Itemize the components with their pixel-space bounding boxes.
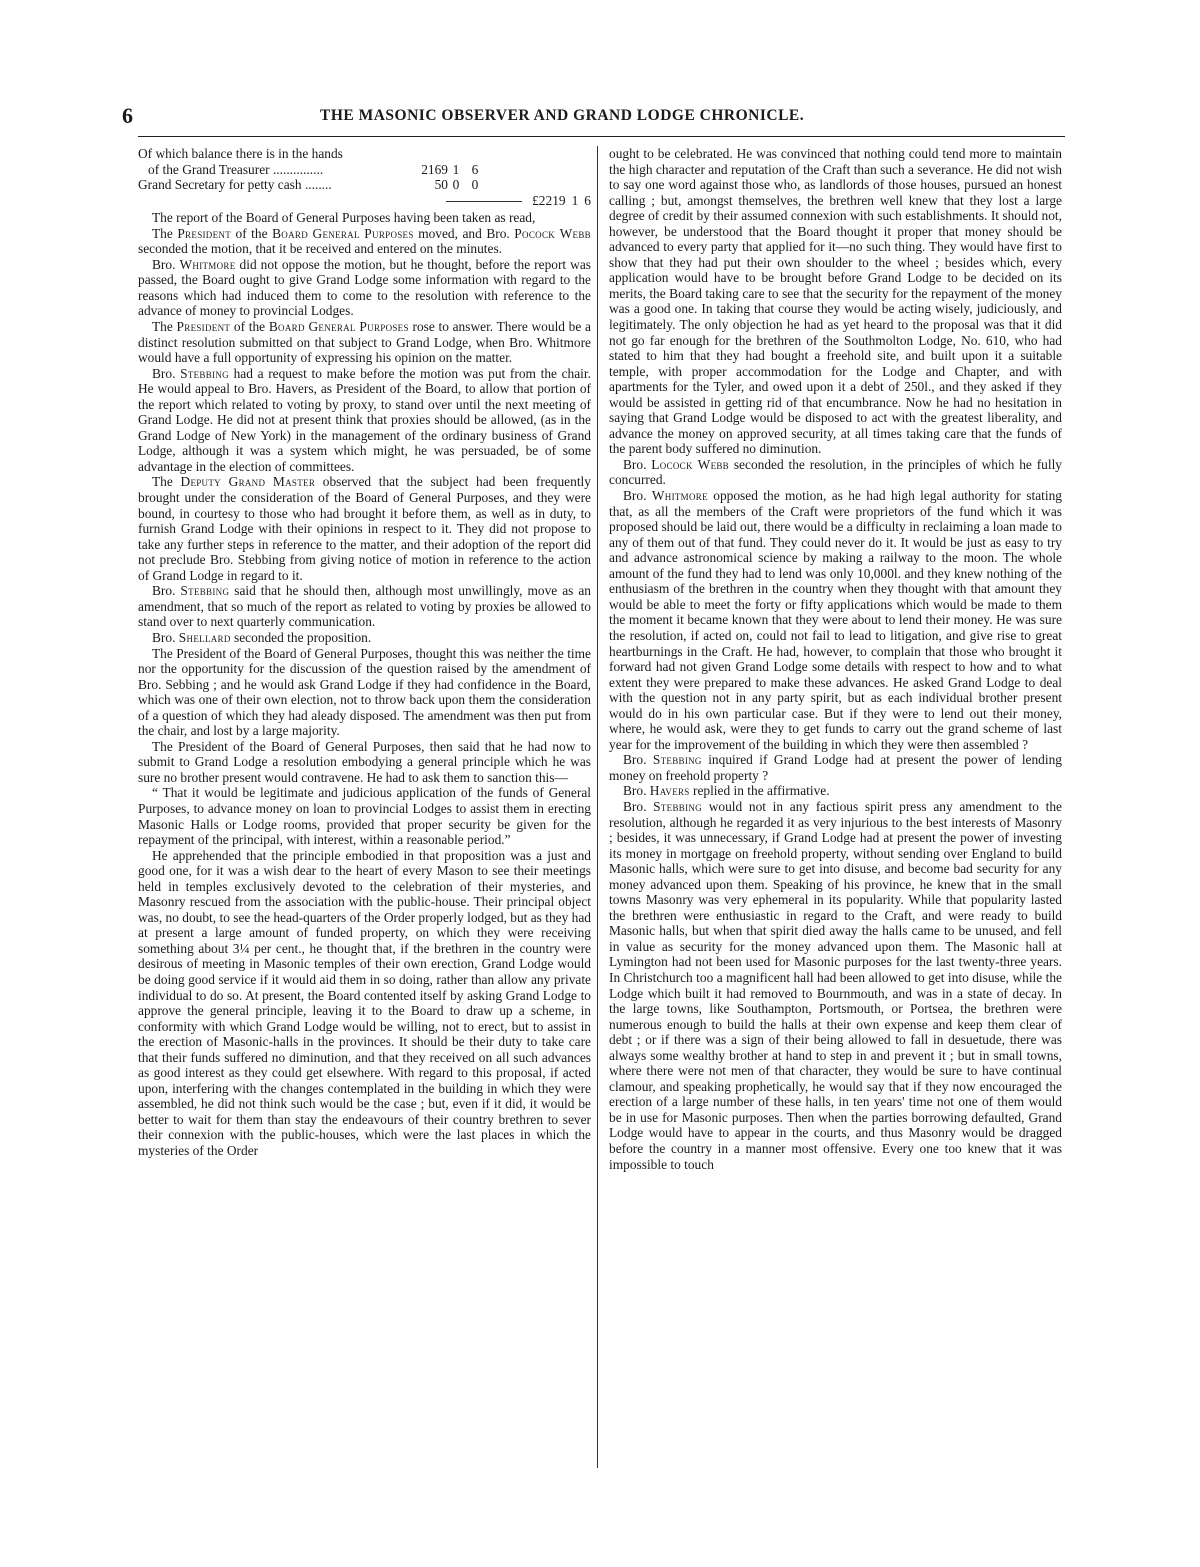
resolution-quote: “ That it would be legitimate and judicious application of the funds of General Purposes, to advance money on loan to provincial Lodges to assist them in erecting Masonic Halls or Lodge rooms, provided that proper security be given for the repayment of the principal, with interest, within a reasonable period.” [138, 785, 591, 848]
finance-row [138, 162, 591, 178]
finance-pounds: 2169 [421, 161, 448, 177]
paragraph: The President of the Board General Purposes moved, and Bro. Pocock Webb seconded the motion, that it be received and entered on the minutes. [138, 225, 591, 257]
paragraph: Bro. Whitmore opposed the motion, as he had high legal authority for stating that, as all the members of the Craft were proprietors of the fund which it was proposed should be laid out, there would be a difficulty in reclaiming a loan made to any of them out of that fund. They could never do it. It would be just as easy to try and advance astronomical science by making a railway to the moon. The whole amount of the fund they had to lend was only 10,000l. and they knew nothing of the enthusiasm of the brethren in the country when they thought with that amount they would be able to meet the forty or fifty applications which would be made to them the moment it became known that they were about to lend their money. He was sure the resolution, if acted on, could not fail to lead to litigation, and give rise to great heartburnings in the Craft. He had, however, to complain that those who brought it forward had not given Grand Lodge some details with respect to how and to what extent they were prepared to make these advances. He asked Grand Lodge to deal with the question not in any party spirit, but as each individual brother present would do in his own particular case. But if they were to lend out their money, where, he would ask, were they to get funds to carry out the grand scheme of last year for the improvement of the building in which they were then assembled ? [609, 488, 1062, 752]
paragraph: Bro. Stebbing inquired if Grand Lodge had at present the power of lending money on freehold property ? [609, 752, 1062, 783]
finance-total [138, 193, 591, 209]
finance-label: of the Grand Treasurer ............... [148, 161, 324, 177]
left-column [138, 146, 591, 1159]
finance-pounds: 50 [434, 177, 448, 193]
paragraph: Bro. Locock Webb seconded the resolution, in the principles of which he fully concurred. [609, 456, 1062, 488]
finance-intro: Of which balance there is in the hands [138, 146, 343, 161]
finance-row [138, 177, 591, 193]
paragraph: Bro. Stebbing would not in any factious spirit press any amendment to the resolution, although he regarded it as very injurious to the best interests of Masonry ; besides, it was unnecessary, if Grand Lodge had at present the power of investing its money in mortgage on freehold property, without sending over England to build Masonic halls, which were sure to get into disuse, and become bad security for any money advanced upon them. Speaking of his province, he knew that in the small towns Masonry was very ephemeral in its popularity. While that popularity lasted the brethren were enthusiastic in regard to the Craft, and were ready to build Masonic halls, but when that spirit died away the halls came to be unused, and fell in value as security for the money advanced upon them. The Masonic hall at Lymington had not been used for Masonic purposes for the last twenty-three years. In Christchurch too a magnificent hall had been allowed to get into disuse, while the Lodge which built it had removed to Bournmouth, and was in a state of decay. In the large towns, like Southampton, Portsmouth, or Portsea, the brethren were numerous enough to build the halls at their own expense and keep them clear of debt ; or if there was a sign of their being allowed to fall in desuetude, there was always some wealthy brother at hand to step in and prevent it ; but in small towns, where there were not men of that character, they would be sure to have continual clamour, and speaking prophetically, he would say that if they now encouraged the erection of a large number of these halls, in ten years' time not one of them would be in use for Masonic purposes. Then when the parties borrowing defaulted, Grand Lodge would have to appear in the courts, and thus Masonry would be dragged before the country in a manner most offensive. Every one too knew that it was impossible to touch [609, 798, 1062, 1172]
paragraph: Bro. Whitmore did not oppose the motion, but he thought, before the report was passed, the Board ought to give Grand Lodge some information with regard to the reasons which had induced them to come to the resolution with reference to the advance of money to provincial Lodges. [138, 256, 591, 319]
paragraph: The President of the Board General Purposes rose to answer. There would be a distinct resolution submitted on that subject to Grand Lodge, when Bro. Whitmore would have a full opportunity of expressing his opinion on the matter. [138, 319, 591, 366]
right-column [609, 146, 1062, 1172]
paragraph: Bro. Havers replied in the affirmative. [623, 783, 830, 799]
finance-shillings: 0 [452, 177, 460, 193]
paragraph: Bro. Shellard seconded the proposition. [152, 629, 372, 645]
finance-label: Grand Secretary for petty cash ........ [138, 177, 332, 193]
paragraph: The Deputy Grand Master observed that the subject had been frequently brought under the consideration of the Board of General Purposes, and they were bound, in courtesy to those who had brought it before them, as well as in duty, to furnish Grand Lodge with their opinions in respect to it. They did not propose to take any further steps in reference to the matter, and their adoption of the report did not preclude Bro. Stebbing from giving notice of motion in reference to the action of Grand Lodge in regard to it. [138, 474, 591, 583]
paragraph: He apprehended that the principle embodied in that proposition was a just and good one, for it was a wish dear to the heart of every Mason to see their meetings held in temples exclusively devoted to the celebration of their mysteries, and Masonry rescued from the association with the public-house. Their principal object was, no doubt, to see the head-quarters of the Order properly lodged, but as they had at present a large amount of funded property, on which they were receiving something about 3¼ per cent., he thought that, if the brethren in the country were desirous of meeting in Masonic temples of their own erection, Grand Lodge would be doing good service if it would aid them in so doing, rather than allow any private individual to do so. At present, the Board contented itself by asking Grand Lodge to approve the general principle, leaving it to the Board to draw up a scheme, in conformity with which Grand Lodge would be willing, not to erect, but to assist in the erection of Masonic-halls in the provinces. It should be their duty to take care that their funds suffered no diminution, and that they received on all such advances as good interest as they could get elsewhere. With regard to this proposal, if acted upon, interfering with the changes contemplated in the building in which they were assembled, he did not think such would be the case ; but, even if it did, it would be better to wait for them than stay the endeavours of their country brethren to sever their connexion with the public-houses, which were the last places in which the mysteries of the Order [138, 847, 591, 1158]
total-pounds: £2219 [532, 192, 566, 208]
column-divider [597, 146, 598, 1468]
page-number: 6 [122, 103, 133, 128]
total-rule [446, 201, 522, 202]
total-shillings: 1 [571, 192, 579, 208]
paragraph: The report of the Board of General Purposes having been taken as read, [152, 210, 536, 226]
paragraph: Bro. Stebbing had a request to make before the motion was put from the chair. He would appeal to Bro. Havers, as President of the Board, to allow that portion of the report which related to voting by proxy, to stand over until the next meeting of Grand Lodge. He did not at present think that proxies should be allowed, (as in the Grand Lodge of New York) in the management of the ordinary business of Grand Lodge, although it was a system which might, he was persuaded, be of some advantage in the election of committees. [138, 365, 591, 474]
paragraph: Bro. Stebbing said that he should then, although most unwillingly, move as an amendment, that so much of the report as related to voting by proxies be allowed to stand over to next quarterly communication. [138, 583, 591, 630]
paragraph: The President of the Board of General Purposes, thought this was neither the time nor the opportunity for the discussion of the question raised by the amendment of Bro. Sebbing ; and he would ask Grand Lodge if they had confidence in the Board, which was one of their own election, not to throw back upon them the consideration of a question of which they had aleady disposed. The amendment was then put from the chair, and lost by a large majority. [138, 645, 591, 739]
header-rule [138, 136, 1065, 137]
finance-pence: 0 [471, 177, 479, 193]
paragraph: The President of the Board of General Purposes, then said that he had now to submit to Grand Lodge a resolution embodying a general principle which he was sure no brother present would contravene. He had to ask them to sanction this— [138, 738, 591, 785]
finance-shillings: 1 [452, 161, 460, 177]
paragraph: ought to be celebrated. He was convinced that nothing could tend more to maintain the high character and reputation of the Craft than such a severance. He did not wish to say one word against those who, as landlords of those houses, pursued an honest calling ; but, amongst themselves, the brethren well knew that they lost a large degree of credit by their assumed connexion with such establishments. It should not, however, be understood that the Board thought it proper that money should be advanced to every party that applied for it—no such thing. They would have first to show that they had put their own shoulder to the wheel ; besides which, every application would have to be brought before Grand Lodge to be decided on its merits, the Board taking care to see that the security for the repayment of the money was a good one. In taking that course they would be acting wisely, judiciously, and legitimately. The only objection he had as yet heard to the proposal was that it did not go far enough for the brethren of the Southmolton Lodge, No. 610, who had stated to him that they had bought a freehold site, and built upon it a suitable temple, with proper accommodation for the Lodge and Chapter, and with apartments for the Tyler, and owed upon it a debt of 250l., and they asked if they would be assisted in getting rid of that encumbrance. Now he had no hesitation in saying that Grand Lodge would be disposed to act with the greatest liberality, and advance the money on approved security, at all times taking care that the funds of the parent body suffered no diminution. [609, 146, 1062, 457]
total-pence: 6 [584, 192, 591, 208]
masthead-title: THE MASONIC OBSERVER AND GRAND LODGE CHRONICLE. [320, 107, 805, 124]
finance-pence: 6 [471, 161, 479, 177]
